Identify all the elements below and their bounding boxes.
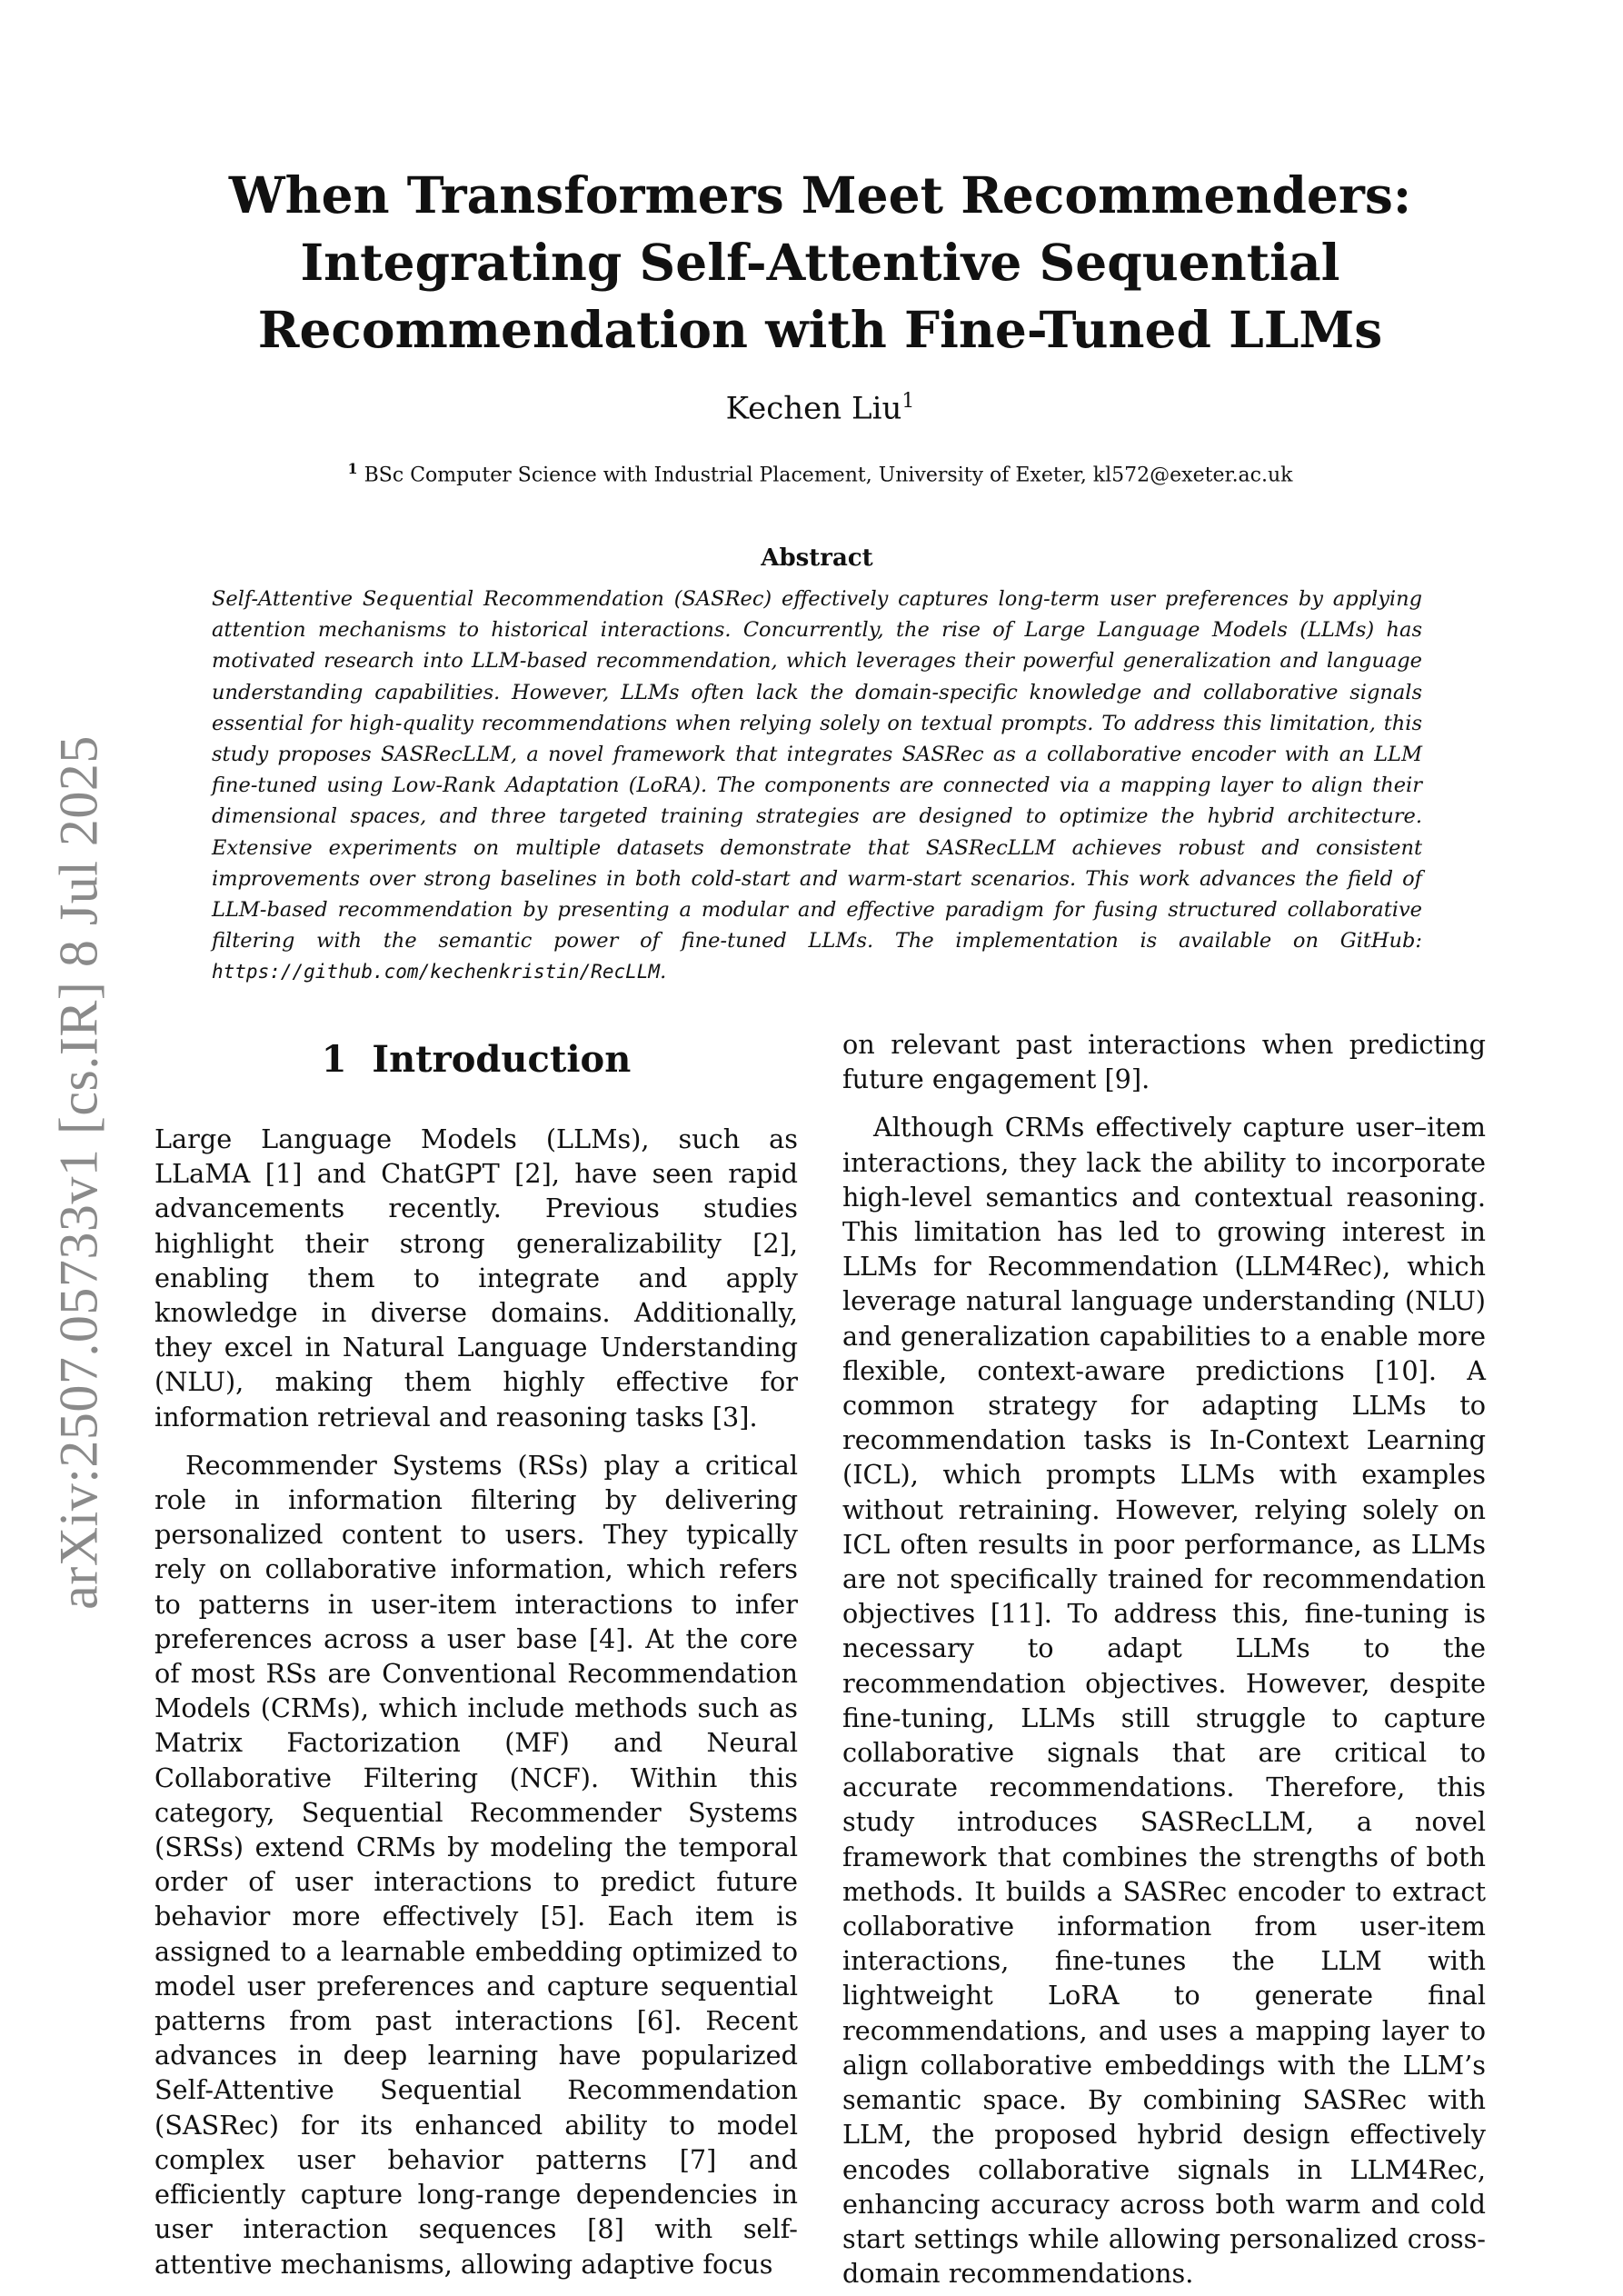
affiliation-mark: 1	[347, 460, 358, 478]
section-title: Introduction	[372, 1038, 632, 1081]
author-line	[154, 382, 1486, 428]
github-link[interactable]: https://github.com/kechenkristin/RecLLM	[212, 961, 661, 983]
section-heading	[154, 1033, 798, 1087]
abstract-heading: Abstract	[761, 544, 873, 572]
paper-title-line-1: When Transformers Meet Recommenders:	[228, 165, 1412, 225]
abstract-body	[212, 584, 1422, 988]
right-column	[842, 1027, 1486, 2291]
paper-title	[154, 162, 1486, 364]
abstract-text: Self-Attentive Sequential Recommendation (SASRec) effectively captures long-term user preferences by applying attention mechanisms to historical interactions. Concurrently, the rise of Large Language Models (LLMs) has motivated research into LLM-based recommendation, which leverages their powerful generalization and language understanding capabilities. However, LLMs often lack the domain-specific knowledge and collaborative signals essential for high-quality recommendations when relying solely on textual prompts. To address this limitation, this study proposes SASRecLLM, a novel framework that integrates SASRec as a collaborative encoder with an LLM fine-tuned using Low-Rank Adaptation (LoRA). The components are connected via a mapping layer to align their dimensional spaces, and three targeted training strategies are designed to optimize the hybrid architecture. Extensive experiments on multiple datasets demonstrate that SASRecLLM achieves robust and consistent improvements over strong baselines in both cold-start and warm-start scenarios. This work advances the field of LLM-based recommendation by presenting a modular and effective paradigm for fusing structured collaborative filtering with the semantic power of fine-tuned LLMs. The implementation is available on GitHub:	[212, 587, 1422, 953]
affiliation-line	[154, 455, 1486, 489]
abstract	[212, 542, 1422, 988]
author-affiliation-mark: 1	[901, 390, 915, 413]
arxiv-sidebar-stamp	[38, 691, 120, 1654]
author-name: Kechen Liu	[725, 390, 902, 427]
left-column	[154, 1027, 798, 2281]
abstract-end-period: .	[660, 960, 667, 984]
paragraph: Although CRMs effectively capture user–item interactions, they lack the ability to incorporate high-level semantics and contextual reasoning. This limitation has led to growing interest in LLMs for Recommendation (LLM4Rec), which leverage natural language understanding (NLU) and generalization capabilities to a enable more flexible, context-aware predictions [10]. A common strategy for adapting LLMs to recommendation tasks is In-Context Learning (ICL), which prompts LLMs with examples without retraining. However, relying solely on ICL often results in poor performance, as LLMs are not specifically trained for recommendation objectives [11]. To address this, fine-tuning is necessary to adapt LLMs to the recommendation objectives. However, despite fine-tuning, LLMs still struggle to capture collaborative signals that are critical to accurate recommendations. Therefore, this study introduces SASRecLLM, a novel framework that combines the strengths of both methods. It builds a SASRec encoder to extract collaborative information from user-item interactions, fine-tunes the LLM with lightweight LoRA to generate final recommendations, and uses a mapping layer to align collaborative embeddings with the LLM’s semantic space. By combining SASRec with LLM, the proposed hybrid design effectively encodes collaborative signals in LLM4Rec, enhancing accuracy across both warm and cold start settings while allowing personalized cross-domain recommendations.	[842, 1112, 1486, 2290]
arxiv-identifier: arXiv:2507.05733v1 [cs.IR] 8 Jul 2025	[48, 735, 109, 1610]
paragraph: Recommender Systems (RSs) play a critical role in information filtering by delivering personalized content to users. They typically rely on collaborative information, which refers to patterns in user-item interactions to infer preferences across a user base [4]. At the core of most RSs are Conventional Recommendation Models (CRMs), which include methods such as Matrix Factorization (MF) and Neural Collaborative Filtering (NCF). Within this category, Sequential Recommender Systems (SRSs) extend CRMs by modeling the temporal order of user interactions to predict future behavior more effectively [5]. Each item is assigned to a learnable embedding optimized to model user preferences and capture sequential patterns from past interactions [6]. Recent advances in deep learning have popularized Self-Attentive Sequential Recommendation (SASRec) for its enhanced ability to model complex user behavior patterns [7] and efficiently capture long-range dependencies in user interaction sequences [8] with self-attentive mechanisms, allowing adaptive focus	[154, 1449, 798, 2280]
paragraph: Large Language Models (LLMs), such as LLaMA [1] and ChatGPT [2], have seen rapid advancements recently. Previous studies highlight their strong generalizability [2], enabling them to integrate and apply knowledge in diverse domains. Additionally, they excel in Natural Language Understanding (NLU), making them highly effective for information retrieval and reasoning tasks [3].	[154, 1123, 798, 1433]
affiliation-text: BSc Computer Science with Industrial Placement, University of Exeter, kl572@exeter.ac.uk	[363, 464, 1293, 487]
paragraph: on relevant past interactions when predicting future engagement [9].	[842, 1029, 1486, 1095]
paper-title-line-3: Recommendation with Fine-Tuned LLMs	[257, 300, 1383, 359]
paper-title-line-2: Integrating Self-Attentive Sequential	[300, 233, 1340, 292]
paper-header	[154, 162, 1486, 490]
section-number: 1	[321, 1038, 347, 1081]
